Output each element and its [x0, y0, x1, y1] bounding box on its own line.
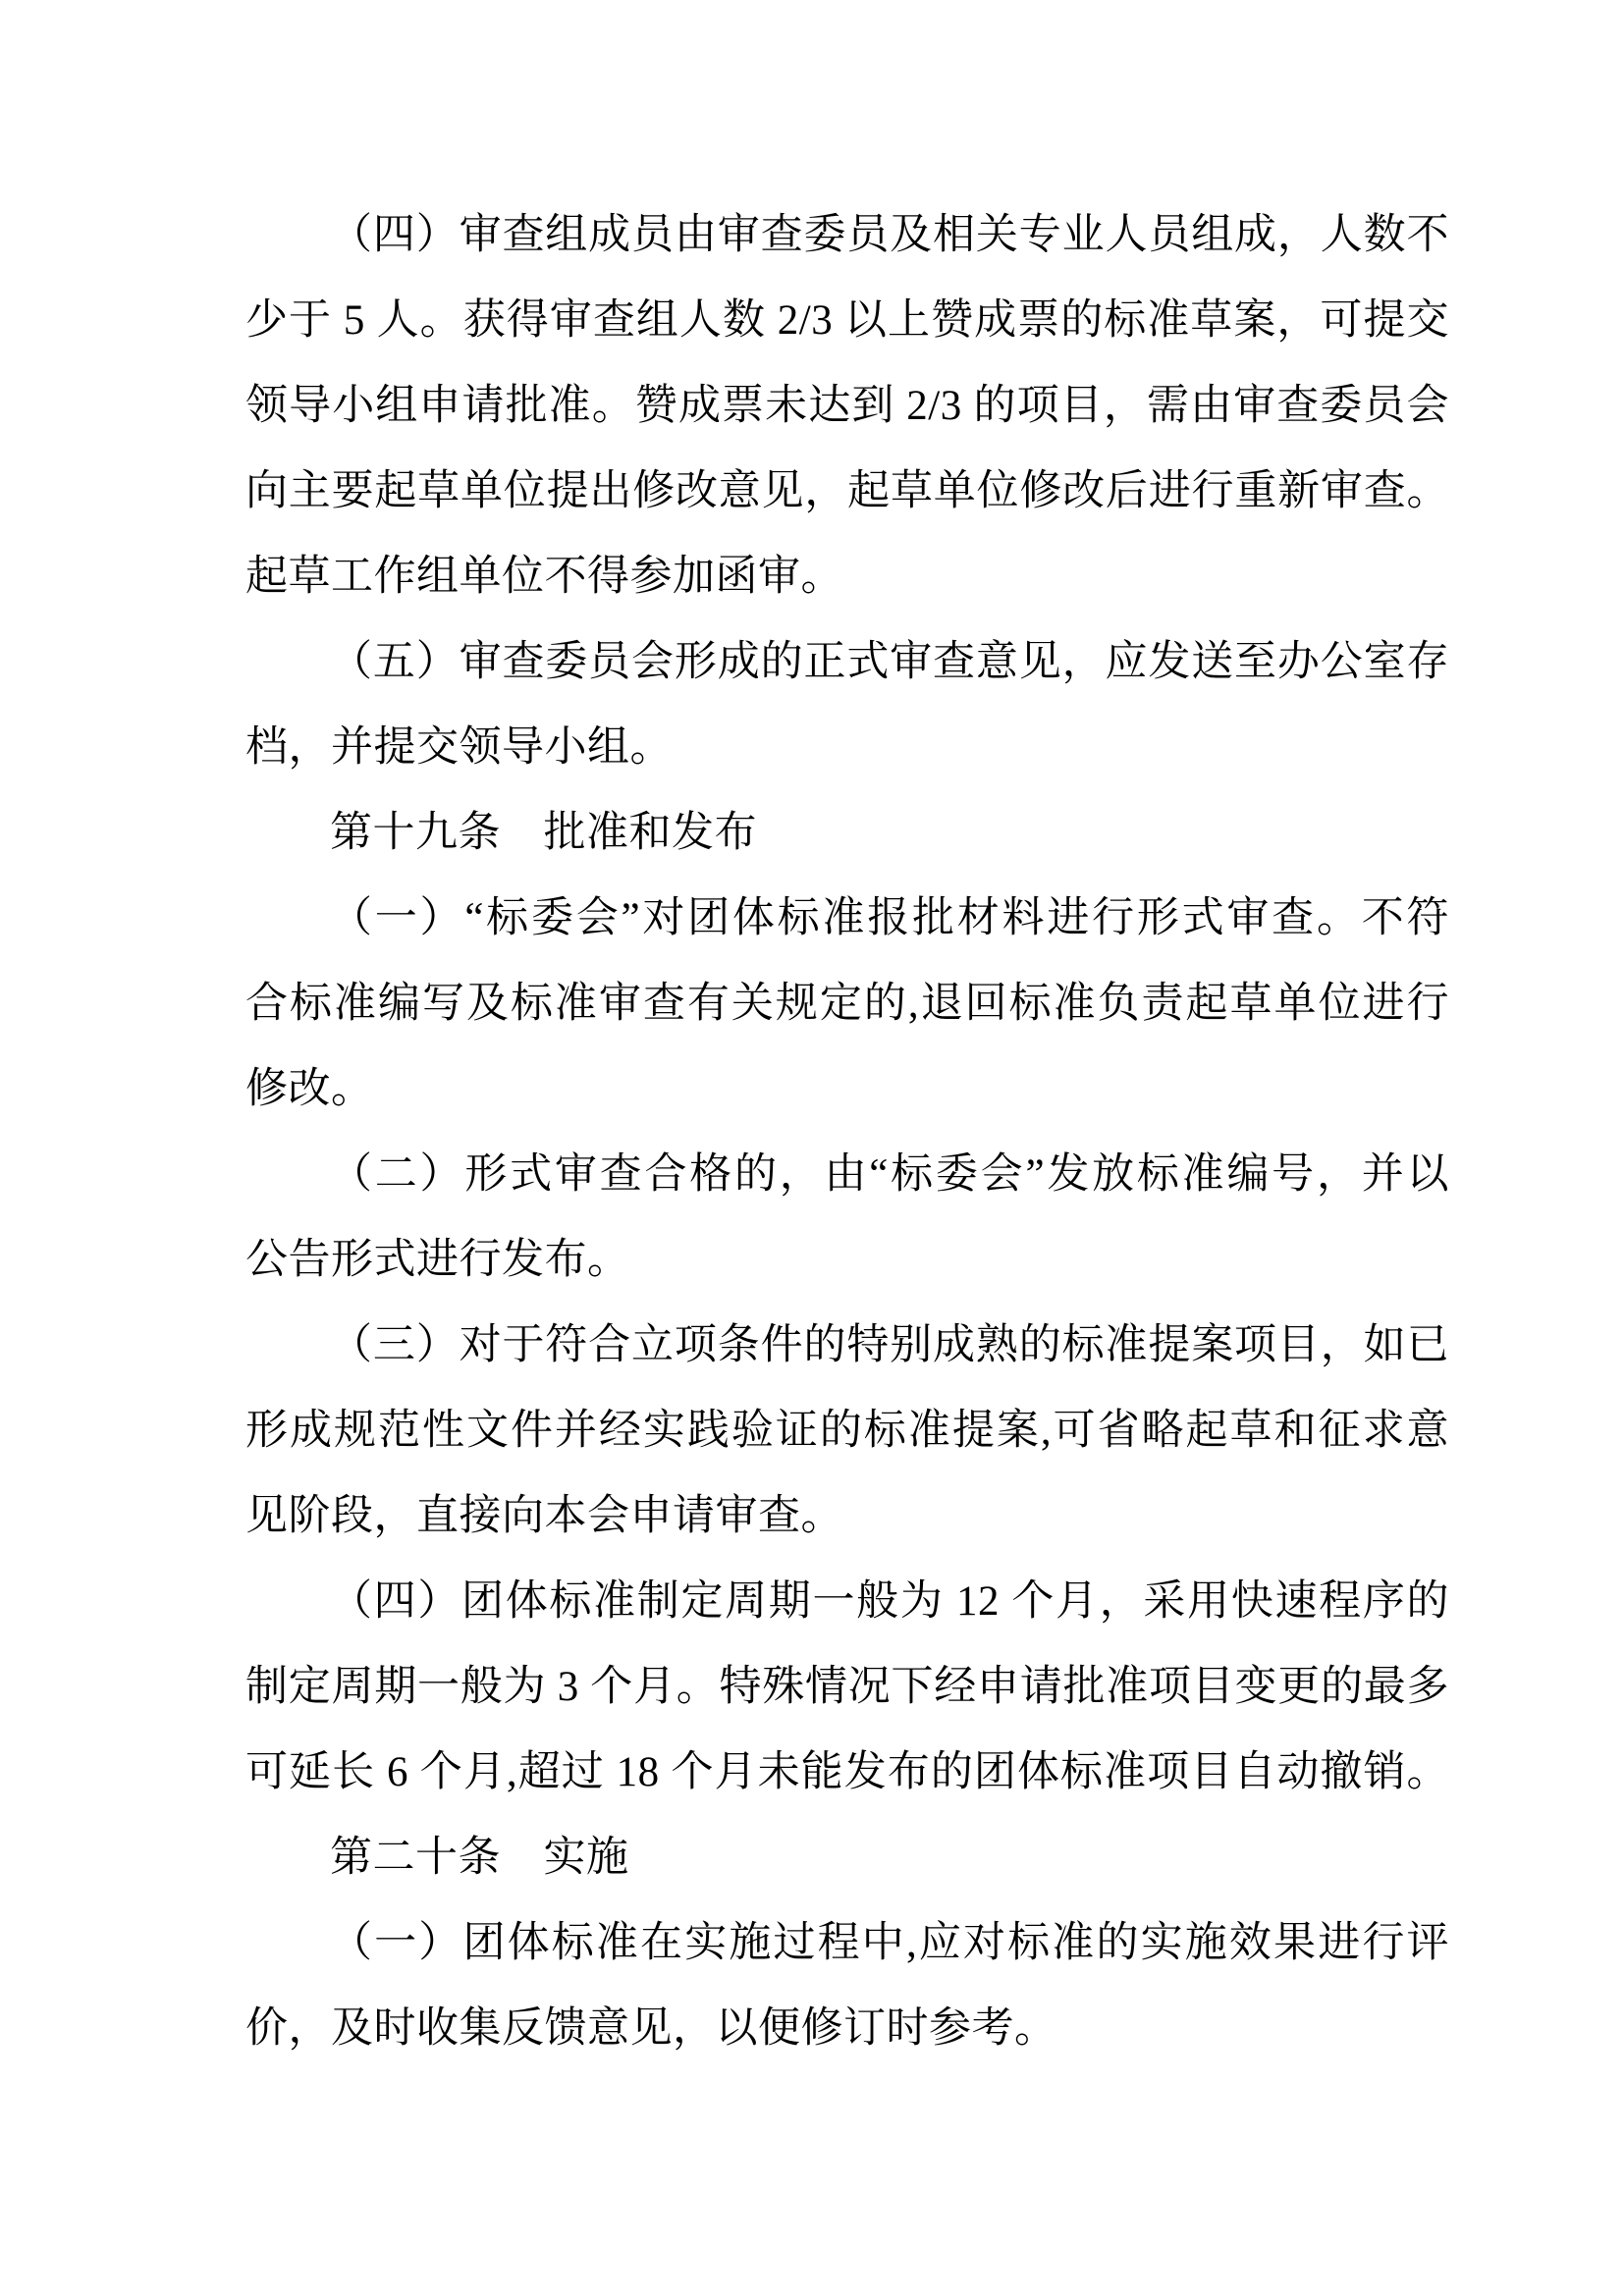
text-line: 第二十条 实施 [330, 1835, 629, 1881]
text-line: （五）审查委员会形成的正式审查意见，应发送至办公室存 [330, 639, 1449, 685]
text-line: 形成规范性文件并经实践验证的标准提案,可省略起草和征求意 [245, 1408, 1449, 1454]
text-line: （四）审查组成员由审查委员及相关专业人员组成，人数不 [330, 212, 1449, 258]
text-line: （一）团体标准在实施过程中,应对标准的实施效果进行评 [330, 1920, 1449, 1966]
text-line: 公告形式进行发布。 [245, 1237, 630, 1283]
text-line: 领导小组申请批准。赞成票未达到 2/3 的项目，需由审查委员会 [245, 383, 1449, 429]
text-line: 起草工作组单位不得参加函审。 [245, 554, 843, 600]
text-block [245, 192, 1449, 2071]
text-line: （一）“标委会”对团体标准报批材料进行形式审查。不符 [330, 895, 1449, 941]
text-line: （二）形式审查合格的，由“标委会”发放标准编号，并以 [330, 1151, 1449, 1198]
text-line: 制定周期一般为 3 个月。特殊情况下经申请批准项目变更的最多 [245, 1664, 1449, 1710]
text-line: （三）对于符合立项条件的特别成熟的标准提案项目，如已 [330, 1322, 1449, 1368]
text-line: 档，并提交领导小组。 [245, 724, 673, 771]
text-line: 合标准编写及标准审查有关规定的,退回标准负责起草单位进行 [245, 981, 1449, 1027]
text-line: 第十九条 批准和发布 [330, 810, 757, 856]
text-line: 少于 5 人。获得审查组人数 2/3 以上赞成票的标准草案，可提交 [245, 297, 1449, 344]
text-line: 向主要起草单位提出修改意见，起草单位修改后进行重新审查。 [245, 468, 1449, 514]
text-line: 价，及时收集反馈意见，以便修订时参考。 [245, 2005, 1057, 2052]
text-line: 修改。 [245, 1066, 374, 1112]
text-line: 可延长 6 个月,超过 18 个月未能发布的团体标准项目自动撤销。 [245, 1749, 1449, 1795]
text-line: 见阶段，直接向本会申请审查。 [245, 1493, 843, 1539]
text-line: （四）团体标准制定周期一般为 12 个月，采用快速程序的 [330, 1578, 1449, 1625]
